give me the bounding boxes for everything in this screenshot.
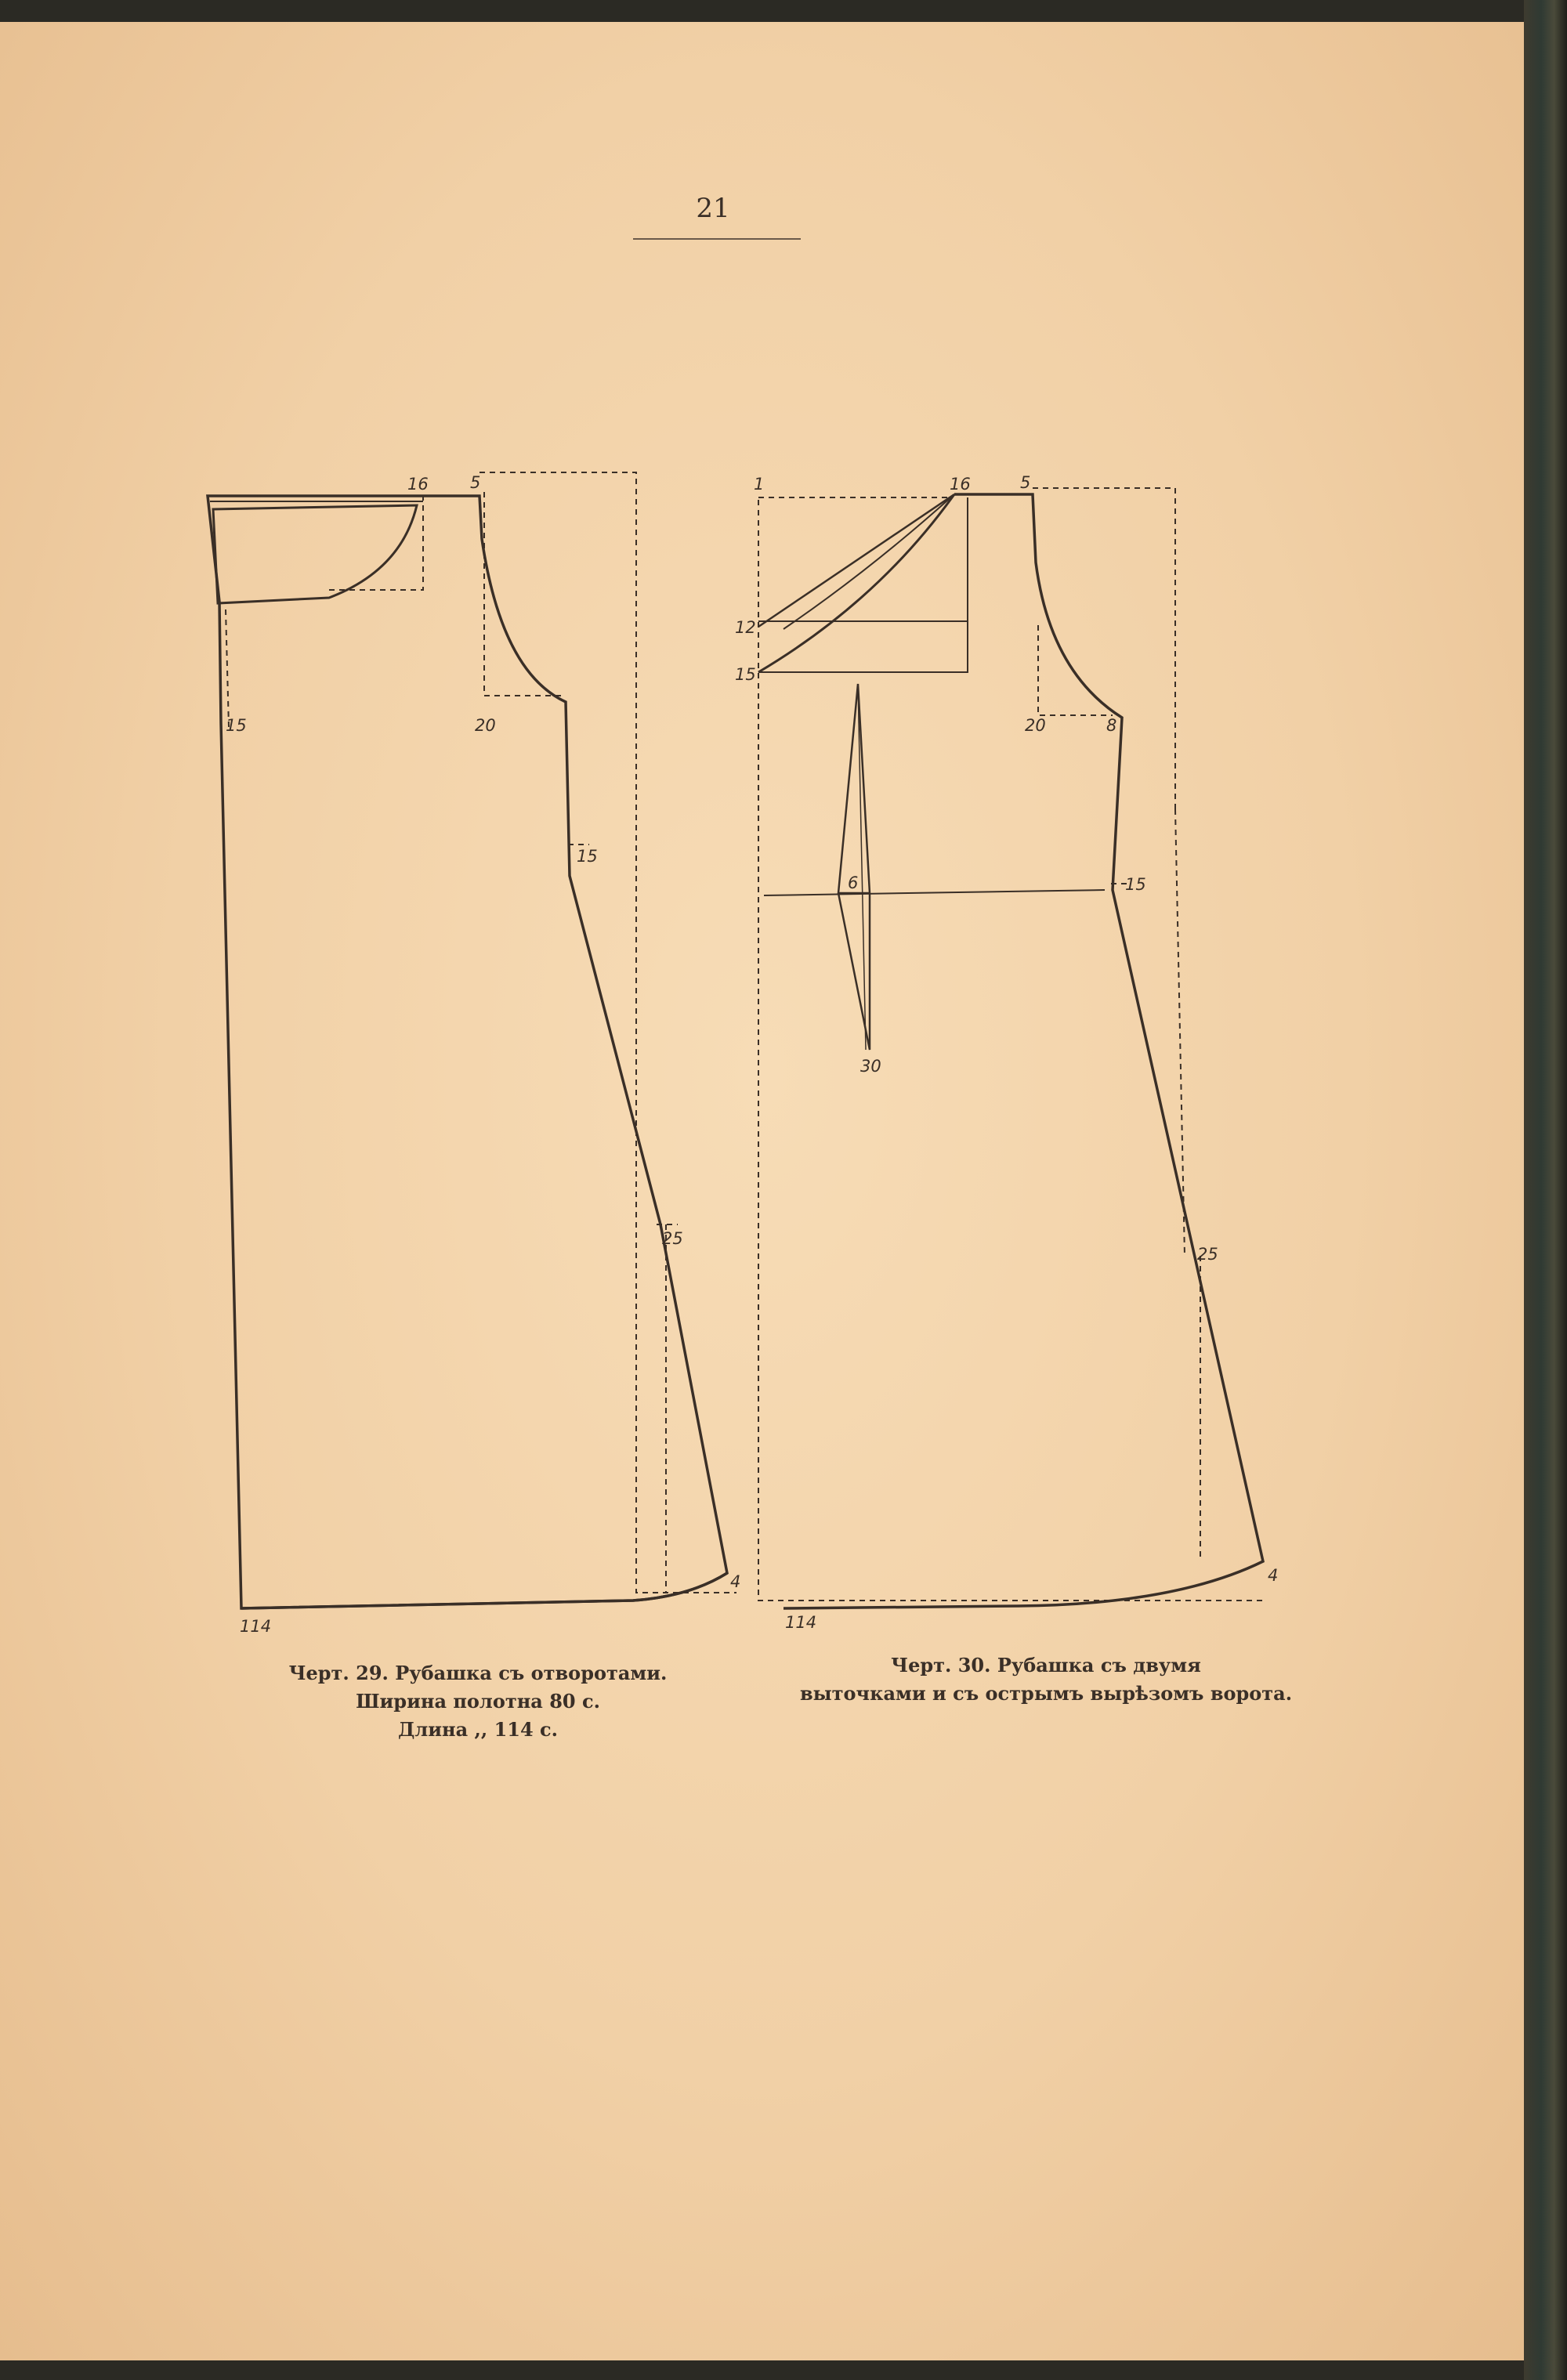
fig29-label-5: 5 <box>470 473 481 492</box>
fig30-label-15: 15 <box>735 665 756 684</box>
fig29-caption-line-3: Длина ,, 114 с. <box>397 1718 559 1741</box>
fig30-v-neck-1 <box>758 494 954 627</box>
figure-29-labels <box>226 473 740 1636</box>
figure-29 <box>208 472 736 1608</box>
fig30-outline <box>784 494 1263 1608</box>
figure-29-caption <box>235 1659 721 1744</box>
figure-30 <box>758 488 1265 1608</box>
book-page <box>0 22 1524 2360</box>
fig30-dashed-frame <box>758 500 1265 1601</box>
fig30-label-8: 8 <box>1106 716 1117 735</box>
fig30-neck-box <box>758 621 968 672</box>
fig29-caption-line-1: Черт. 29. Рубашка съ отворотами. <box>288 1662 668 1684</box>
fig30-label-114: 114 <box>785 1613 817 1632</box>
fig29-left-dash <box>226 609 229 727</box>
fig29-hem-curve <box>241 1573 727 1608</box>
fig29-label-4: 4 <box>730 1572 741 1591</box>
fig29-label-20: 20 <box>475 716 496 735</box>
fig30-label-30: 30 <box>860 1057 881 1076</box>
fig29-label-114: 114 <box>240 1617 272 1636</box>
fig30-label-6: 6 <box>848 874 859 892</box>
fig29-collar-dashed <box>329 496 423 590</box>
fig29-caption-line-2: Ширина полотна 80 с. <box>356 1690 600 1713</box>
fig30-label-1: 1 <box>754 475 765 494</box>
fig30-waist-line <box>764 890 1105 895</box>
fig30-label-15-side: 15 <box>1125 875 1146 894</box>
fig30-label-16: 16 <box>950 475 971 494</box>
fig30-v-neck-3 <box>784 494 954 629</box>
fig30-caption-line-1: Черт. 30. Рубашка съ двумя <box>891 1654 1201 1676</box>
fig30-dashed-right <box>1033 488 1175 809</box>
fig30-label-20: 20 <box>1025 716 1046 735</box>
page-number: 21 <box>696 193 730 224</box>
fig30-label-4: 4 <box>1268 1566 1279 1585</box>
fig29-lapel <box>213 505 417 603</box>
fig29-label-15-side: 15 <box>577 847 598 866</box>
figure-30-caption <box>744 1651 1348 1708</box>
figure-30-labels <box>735 473 1278 1632</box>
fig30-caption-line-2: выточками и съ острымъ вырѣзомъ ворота. <box>799 1682 1293 1705</box>
fig30-label-25: 25 <box>1197 1245 1218 1264</box>
fig29-label-16: 16 <box>407 475 429 494</box>
fig30-dart-upper <box>838 684 870 893</box>
pattern-drawings <box>0 22 1524 2360</box>
book-spine <box>1524 0 1567 2380</box>
fig29-label-15-left: 15 <box>226 716 247 735</box>
fig30-label-5: 5 <box>1020 473 1031 492</box>
fig29-label-25: 25 <box>662 1229 683 1248</box>
fig30-label-12: 12 <box>735 618 756 637</box>
fig29-outline <box>208 496 727 1608</box>
